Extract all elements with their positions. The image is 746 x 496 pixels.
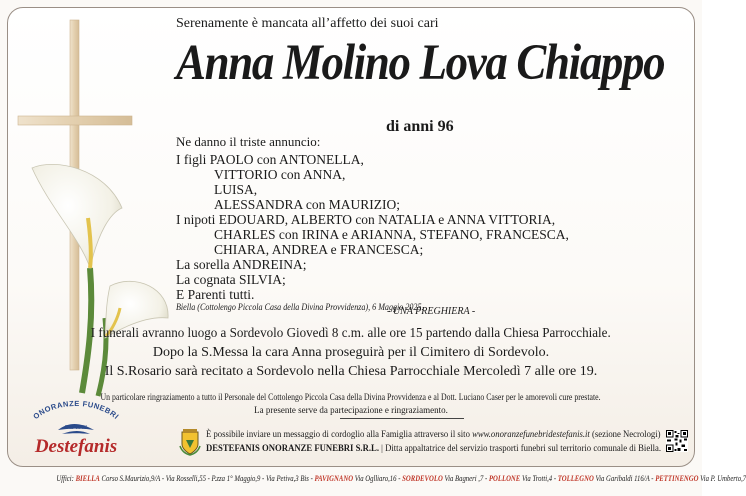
family-line: I nipoti EDOUARD, ALBERTO con NATALIA e ANNA VITTORIA, xyxy=(176,212,556,227)
office-city: SORDEVOLO xyxy=(402,474,443,483)
logo-since: Dal 1962 xyxy=(64,425,88,431)
office-city: PAVIGNANO xyxy=(314,474,354,483)
thanks-line: Un particolare ringraziamento a tutto il Personale del Cottolengo Piccola Casa della Divina Provvidenza e al Dott. Luciano Caser per le amorevoli cure prestate. xyxy=(101,392,601,402)
office-address: Via Oglliaro,16 - xyxy=(354,474,401,483)
office-city: PETTINENGO xyxy=(655,474,699,483)
family-line: LUISA, xyxy=(214,182,258,197)
office-address: Via Garibaldi 116/A - xyxy=(595,474,654,483)
divider xyxy=(340,418,464,419)
company-line: DESTEFANIS ONORANZE FUNEBRI S.R.L. | Ditta appaltatrice del servizio trasporti funebri sul territorio comunale di Biella. xyxy=(206,444,662,454)
family-line: ALESSANDRA con MAURIZIO; xyxy=(214,197,401,212)
family-line: CHARLES con IRINA e ARIANNA, STEFANO, FRANCESCA, xyxy=(214,227,569,242)
intro-text: Serenamente è mancata all’affetto dei suoi cari xyxy=(176,16,439,31)
family-line: I figli PAOLO con ANTONELLA, xyxy=(176,152,364,167)
office-address: Via Bagneri ,7 - xyxy=(444,474,488,483)
age-text: di anni 96 xyxy=(386,118,454,135)
funeral-line: Il S.Rosario sarà recitato a Sordevolo nella Chiesa Parrocchiale Mercoledì 7 alle ore 19. xyxy=(104,364,598,379)
city-crest-icon xyxy=(178,428,202,456)
funeral-line: I funerali avranno luogo a Sordevolo Giovedì 8 c.m. alle ore 15 partendo dalla Chiesa Parrocchiale. xyxy=(90,326,611,341)
logo-arc-text: ONORANZE FUNEBRI xyxy=(31,400,121,422)
family-line: E Parenti tutti. xyxy=(176,287,255,302)
website-link[interactable]: www.onoranzefunebridestefanis.it xyxy=(472,430,590,440)
thanks-line: La presente serve da partecipazione e ringraziamento. xyxy=(254,405,448,415)
footer-offices xyxy=(56,474,746,483)
footer-label: Uffici: xyxy=(56,474,74,483)
announce-label: Ne danno il triste annuncio: xyxy=(176,134,321,149)
office-address: Via P. Umberto,7 xyxy=(700,474,746,483)
office-city: BIELLA xyxy=(75,474,100,483)
office-address: Corso S.Maurizio,9/A - Via Rosselli,55 - P.zza 1° Maggio,9 - Via Petiva,3 Bis - xyxy=(101,474,313,483)
svg-text:ONORANZE FUNEBRI xyxy=(31,400,120,421)
qr-code-icon[interactable] xyxy=(666,430,688,452)
office-city: TOLLEGNO xyxy=(557,474,594,483)
calla-lily-icon xyxy=(32,164,168,396)
place-date: Biella (Cottolengo Piccola Casa della Divina Provvidenza), 6 Maggio 2025. xyxy=(176,303,424,313)
office-city: POLLONE xyxy=(488,474,521,483)
logo-brand: Destefanis xyxy=(34,436,118,457)
funeral-line: Dopo la S.Messa la cara Anna proseguirà per il Cimitero di Sordevolo. xyxy=(152,345,550,360)
family-line: VITTORIO con ANNA, xyxy=(214,167,346,182)
condolence-message: È possibile inviare un messaggio di cordoglio alla Famiglia attraverso il sito www.onoranzefunebridestefanis.it (sezione Necrologi) xyxy=(206,430,661,440)
office-address: Via Trotti,4 - xyxy=(521,474,557,483)
family-line: La sorella ANDREINA; xyxy=(176,257,307,272)
family-line: La cognata SILVIA; xyxy=(176,272,286,287)
prayer-label: - UNA PREGHIERA - xyxy=(387,306,476,317)
deceased-name: Anna Molino Lova Chiappo xyxy=(176,35,665,91)
family-line: CHIARA, ANDREA e FRANCESCA; xyxy=(214,242,424,257)
